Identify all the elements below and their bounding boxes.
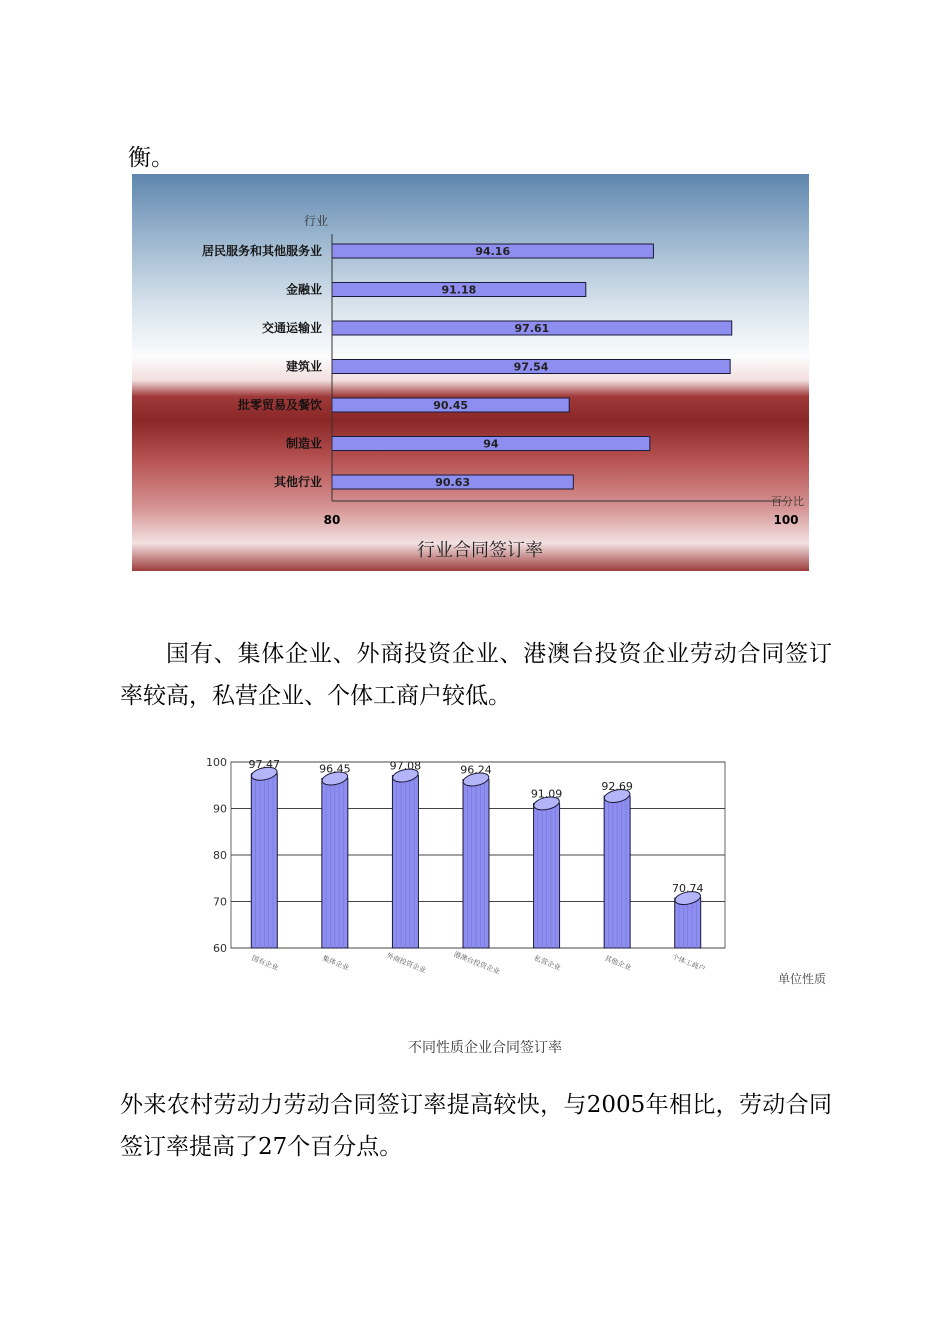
chart1-value-label: 97.54 [513, 360, 549, 374]
chart1-x-tick: 100 [773, 513, 799, 527]
chart1-category-label: 交通运输业 [261, 321, 322, 335]
chart1-svg [132, 174, 809, 571]
chart2-y-tick: 70 [213, 895, 227, 909]
chart2-y-tick: 60 [213, 942, 227, 955]
chart1-x-tick: 80 [323, 513, 341, 527]
chart2-value-label: 91.09 [530, 787, 563, 801]
chart2-category-label: 国有企业 [250, 954, 280, 973]
chart2-category-label: 集体企业 [321, 954, 351, 973]
chart1-x-axis-title: 百分比 [771, 495, 804, 508]
chart2-value-label: 97.08 [389, 759, 422, 773]
chart1-category-label: 批零贸易及餐饮 [237, 398, 322, 412]
chart2-column [462, 771, 490, 948]
chart2-y-tick: 100 [206, 756, 227, 769]
chart2-value-label: 96.45 [319, 762, 351, 776]
chart1-category-label: 金融业 [285, 282, 322, 297]
chart2-column [674, 889, 702, 948]
chart2-category-label: 私营企业 [532, 954, 562, 973]
top-text-fragment: 衡。 [128, 145, 174, 171]
chart2-column [250, 765, 278, 948]
chart2-value-label: 92.69 [601, 779, 633, 793]
chart2-column [321, 770, 349, 948]
paragraph-2: 外来农村劳动力劳动合同签订率提高较快，与2005年相比，劳动合同签订率提高了27个百分点。 [120, 1092, 832, 1160]
chart2-value-label: 70.74 [671, 882, 704, 896]
chart2-category-label: 港澳台投资企业 [452, 950, 501, 977]
chart2-title: 不同性质企业合同签订率 [408, 1040, 562, 1056]
chart2-column [533, 795, 561, 948]
chart2-category-label: 个体工商户 [670, 952, 707, 974]
industry-contract-rate-chart [132, 174, 809, 571]
chart2-value-label: 96.24 [460, 763, 492, 777]
chart2-svg [190, 745, 840, 1065]
chart1-value-label: 94 [483, 437, 499, 451]
chart2-y-tick: 80 [213, 849, 227, 862]
chart2-category-label: 外商投资企业 [385, 951, 428, 975]
chart1-value-label: 91.18 [441, 283, 477, 297]
chart2-value-label: 97.47 [248, 757, 281, 771]
paragraph-1: 国有、集体企业、外商投资企业、港澳台投资企业劳动合同签订率较高，私营企业、个体工商户较低。 [120, 641, 832, 709]
chart1-category-label: 居民服务和其他服务业 [201, 244, 322, 258]
chart1-value-label: 97.61 [514, 322, 550, 335]
chart1-value-label: 90.63 [435, 476, 471, 489]
enterprise-type-contract-rate-chart [190, 745, 840, 1065]
chart2-column [603, 787, 631, 948]
chart2-y-tick: 90 [213, 802, 227, 816]
chart2-column [391, 767, 419, 948]
chart1-value-label: 94.16 [475, 245, 511, 258]
chart1-y-axis-title: 行业 [304, 214, 329, 228]
chart1-category-label: 制造业 [285, 436, 322, 451]
chart1-category-label: 建筑业 [285, 359, 322, 374]
chart2-x-axis-title: 单位性质 [777, 972, 826, 986]
chart1-value-label: 90.45 [433, 399, 469, 412]
chart1-category-label: 其他行业 [273, 475, 322, 489]
chart1-title: 行业合同签订率 [417, 540, 543, 561]
chart2-category-label: 其他企业 [603, 954, 633, 973]
